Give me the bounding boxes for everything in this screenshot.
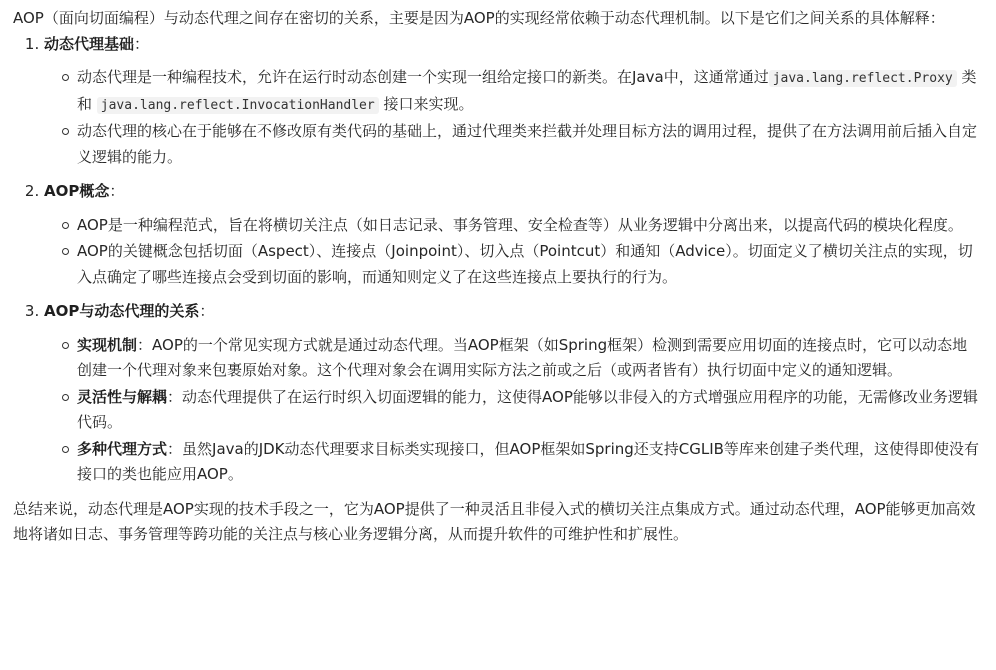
section-title bbox=[44, 299, 982, 325]
bullet-bold-term: 实现机制 bbox=[77, 335, 138, 354]
bullet-bold-term: 灵活性与解耦 bbox=[77, 387, 168, 406]
bullet-bold-term: 多种代理方式 bbox=[77, 439, 168, 458]
bullet-text: 接口来实现。 bbox=[378, 94, 474, 113]
bullet-item bbox=[77, 119, 982, 170]
bullet-text: AOP的关键概念包括切面（Aspect）、连接点（Joinpoint）、切入点（Pointcut）和通知（Advice）。切面定义了横切关注点的实现，切入点确定了哪些连接点会受到切面的影响，而通知则定义了在这些连接点上要执行的行为。 bbox=[77, 242, 973, 286]
bullet-item bbox=[77, 65, 982, 118]
section-title bbox=[44, 179, 982, 205]
section-title-colon: ： bbox=[109, 182, 125, 200]
bullet-list bbox=[44, 213, 982, 291]
section-title-bold: AOP概念 bbox=[44, 182, 110, 200]
section-title-colon: ： bbox=[199, 302, 215, 320]
bullet-text: 类和 bbox=[77, 68, 977, 113]
section-title-bold: 动态代理基础 bbox=[44, 34, 135, 53]
bullet-text: AOP是一种编程范式，旨在将横切关注点（如日志记录、事务管理、安全检查等）从业务逻辑中分离出来，以提高代码的模块化程度。 bbox=[77, 215, 963, 234]
intro-paragraph: AOP（面向切面编程）与动态代理之间存在密切的关系，主要是因为AOP的实现经常依赖于动态代理机制。以下是它们之间关系的具体解释： bbox=[13, 9, 945, 27]
bullet-text: ：虽然Java的JDK动态代理要求目标类实现接口，但AOP框架如Spring还支持CGLIB等库来创建子类代理，这使得即使没有接口的类也能应用AOP。 bbox=[77, 439, 979, 483]
section-title-colon: ： bbox=[134, 34, 150, 53]
bullet-item bbox=[77, 333, 982, 384]
bullet-list bbox=[44, 333, 982, 488]
section-list bbox=[13, 32, 982, 488]
section-item bbox=[44, 299, 982, 488]
section-item bbox=[44, 179, 982, 290]
summary-paragraph: 总结来说，动态代理是AOP实现的技术手段之一，它为AOP提供了一种灵活且非侵入式的横切关注点集成方式。通过动态代理，AOP能够更加高效地将诸如日志、事务管理等跨功能的关注点与核心业务逻辑分离，从而提升软件的可维护性和扩展性。 bbox=[13, 499, 976, 543]
bullet-text: ：AOP的一个常见实现方式就是通过动态代理。当AOP框架（如Spring框架）检测到需要应用切面的连接点时，它可以动态地创建一个代理对象来包裹原始对象。这个代理对象会在调用实际方法之前或之后（或两者皆有）执行切面中定义的通知逻辑。 bbox=[77, 335, 968, 379]
section-title bbox=[44, 32, 982, 58]
bullet-item bbox=[77, 385, 982, 436]
code-invocation-handler: java.lang.reflect.InvocationHandler bbox=[97, 97, 379, 114]
bullet-text: 动态代理的核心在于能够在不修改原有类代码的基础上，通过代理类来拦截并处理目标方法的调用过程，提供了在方法调用前后插入自定义逻辑的能力。 bbox=[77, 122, 978, 166]
bullet-text: 动态代理是一种编程技术，允许在运行时动态创建一个实现一组给定接口的新类。在Java中，这通常通过 bbox=[77, 68, 769, 86]
section-item bbox=[44, 32, 982, 171]
bullet-item bbox=[77, 437, 982, 488]
bullet-item bbox=[77, 213, 982, 239]
section-title-bold: AOP与动态代理的关系 bbox=[44, 302, 200, 320]
bullet-text: ：动态代理提供了在运行时织入切面逻辑的能力，这使得AOP能够以非侵入的方式增强应用程序的功能，无需修改业务逻辑代码。 bbox=[77, 387, 978, 431]
code-proxy: java.lang.reflect.Proxy bbox=[769, 70, 957, 87]
bullet-item bbox=[77, 239, 982, 290]
bullet-list bbox=[44, 65, 982, 170]
